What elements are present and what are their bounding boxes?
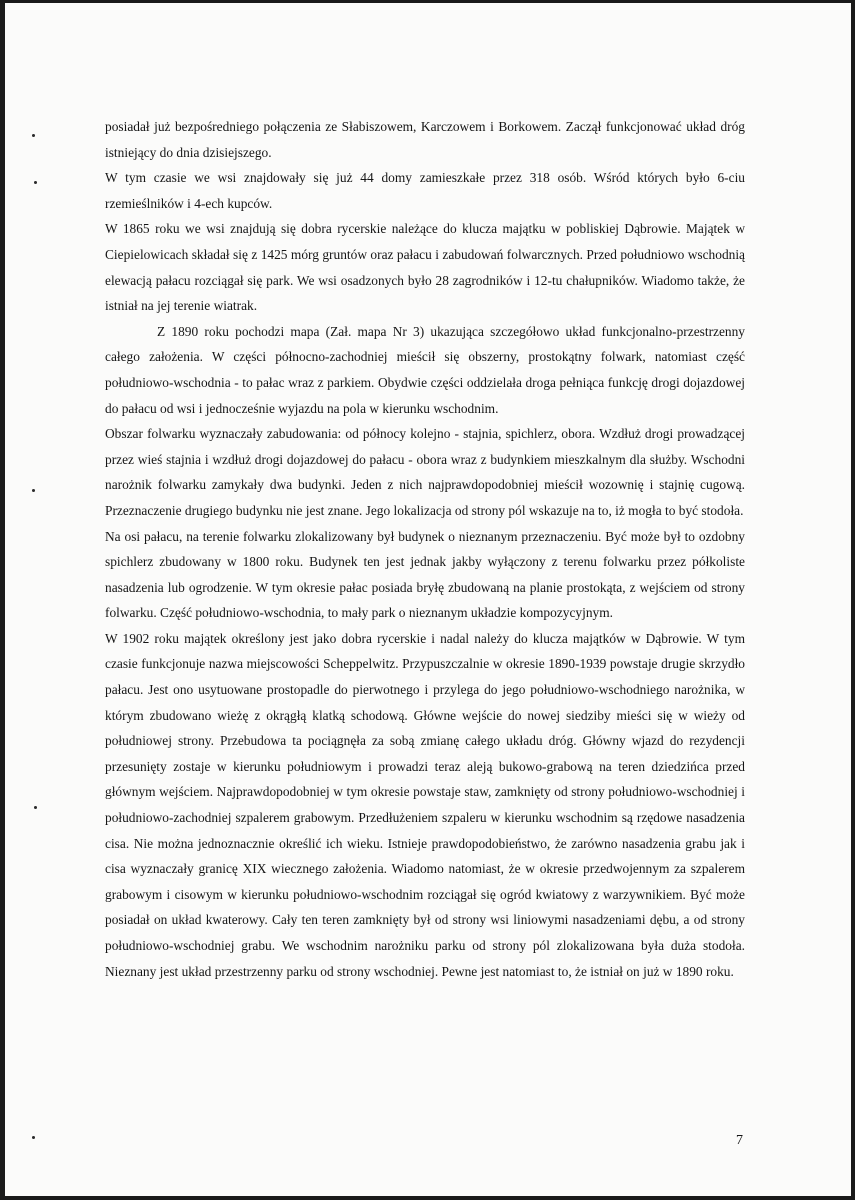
paragraph: posiadał już bezpośredniego połączenia ze Słabiszowem, Karczowem i Borkowem. Zaczął funkcjonować układ dróg istniejący do dnia dzisiejszego. — [105, 119, 745, 160]
binding-hole-mark — [32, 134, 35, 137]
binding-hole-mark — [32, 489, 35, 492]
paragraph: Na osi pałacu, na terenie folwarku zlokalizowany był budynek o nieznanym przeznaczeniu. Być może był to ozdobny spichlerz zbudowany w 1800 roku. Budynek ten jest jednak jakby wyłączony z terenu folwarku przez półkoliste nasadzenia lub ogrodzenie. W tym okresie pałac posiada bryłę zbudowaną na planie prostokąta, z wejściem od strony folwarku. Część południowo-wschodnia, to mały park o nieznanym układzie kompozycyjnym. — [105, 528, 745, 621]
paragraph: W 1902 roku majątek określony jest jako dobra rycerskie i nadal należy do klucza majątków w Dąbrowie. W tym czasie funkcjonuje nazwa miejscowości Scheppelwitz. Przypuszczalnie w okresie 1890-1939 powstaje drugie skrzydło pałacu. Jest ono usytuowane prostopadle do pierwotnego i przylega do jego południowo-wschodniego narożnika, w którym zbudowano wieżę z okrągłą klatką schodową. Główne wejście do nowej siedziby mieści się w wieży od południowej strony. Przebudowa ta pociągnęła za sobą zmianę całego układu dróg. Główny wjazd do rezydencji przesunięty zostaje w kierunku południowym i prowadzi teraz aleją bukowo-grabową na teren dziedzińca przed głównym wejściem. Najprawdopodobniej w tym okresie powstaje staw, zamknięty od strony południowo-wschodniej i południowo-zachodniej szpalerem grabowym. Przedłużeniem szpaleru w kierunku wschodnim są rzędowe nasadzenia cisa. Nie można jednoznacznie określić ich wieku. Istnieje prawdopodobieństwo, że zarówno nasadzenia grabu jak i cisa wyznaczały granicę XIX wiecznego założenia. Wiadomo natomiast, że w okresie przedwojennym za szpalerem grabowym i cisowym w kierunku południowo-wschodnim rozciągał się ogród kwiatowy z warzywnikiem. Być może posiadał on układ kwaterowy. Cały ten teren zamknięty był od strony wsi liniowymi nasadzeniami dębu, a od strony południowo-wschodniej grabu. We wschodnim narożniku parku od strony pól zlokalizowana była duża stodoła. Nieznany jest układ przestrzenny parku od strony wschodniej. Pewne jest natomiast to, że istniał on już w 1890 roku. — [105, 630, 745, 979]
paragraph: W tym czasie we wsi znajdowały się już 44 domy zamieszkałe przez 318 osób. Wśród których było 6-ciu rzemieślników i 4-ech kupców. — [105, 170, 745, 211]
binding-hole-mark — [34, 806, 37, 809]
binding-hole-mark — [34, 181, 37, 184]
page-number: 7 — [736, 1133, 743, 1148]
paragraph: Obszar folwarku wyznaczały zabudowania: od północy kolejno - stajnia, spichlerz, obora. Wzdłuż drogi prowadzącej przez wieś stajnia i wzdłuż drogi dojazdowej do pałacu - obora wraz z budynkiem mieszkalnym dla służby. Wschodni narożnik folwarku zamykały dwa budynki. Jeden z nich najprawdopodobniej mieścił wozownię i stajnię cugową. Przeznaczenie drugiego budynku nie jest znane. Jego lokalizacja od strony pól wskazuje na to, iż mogła to być stodoła. — [105, 426, 745, 518]
body-text — [105, 114, 745, 984]
paragraph: W 1865 roku we wsi znajdują się dobra rycerskie należące do klucza majątku w pobliskiej Dąbrowie. Majątek w Ciepielowicach składał się z 1425 mórg gruntów oraz pałacu i zabudowań folwarcznych. Przed południowo wschodnią elewacją pałacu rozciągał się park. We wsi osadzonych było 28 zagrodników i 12-tu chałupników. Wiadomo także, że istniał na jej terenie wiatrak. — [105, 221, 745, 314]
document-page — [5, 3, 851, 1196]
binding-hole-mark — [32, 1136, 35, 1139]
paragraph: Z 1890 roku pochodzi mapa (Zał. mapa Nr 3) ukazująca szczegółowo układ funkcjonalno-przestrzenny całego założenia. W części północno-zachodniej mieścił się obszerny, prostokątny folwark, natomiast część południowo-wschodnia - to pałac wraz z parkiem. Obydwie części oddzielała droga pełniąca funkcję drogi dojazdowej do pałacu od wsi i jednocześnie wyjazdu na pola w kierunku wschodnim. — [105, 323, 745, 416]
